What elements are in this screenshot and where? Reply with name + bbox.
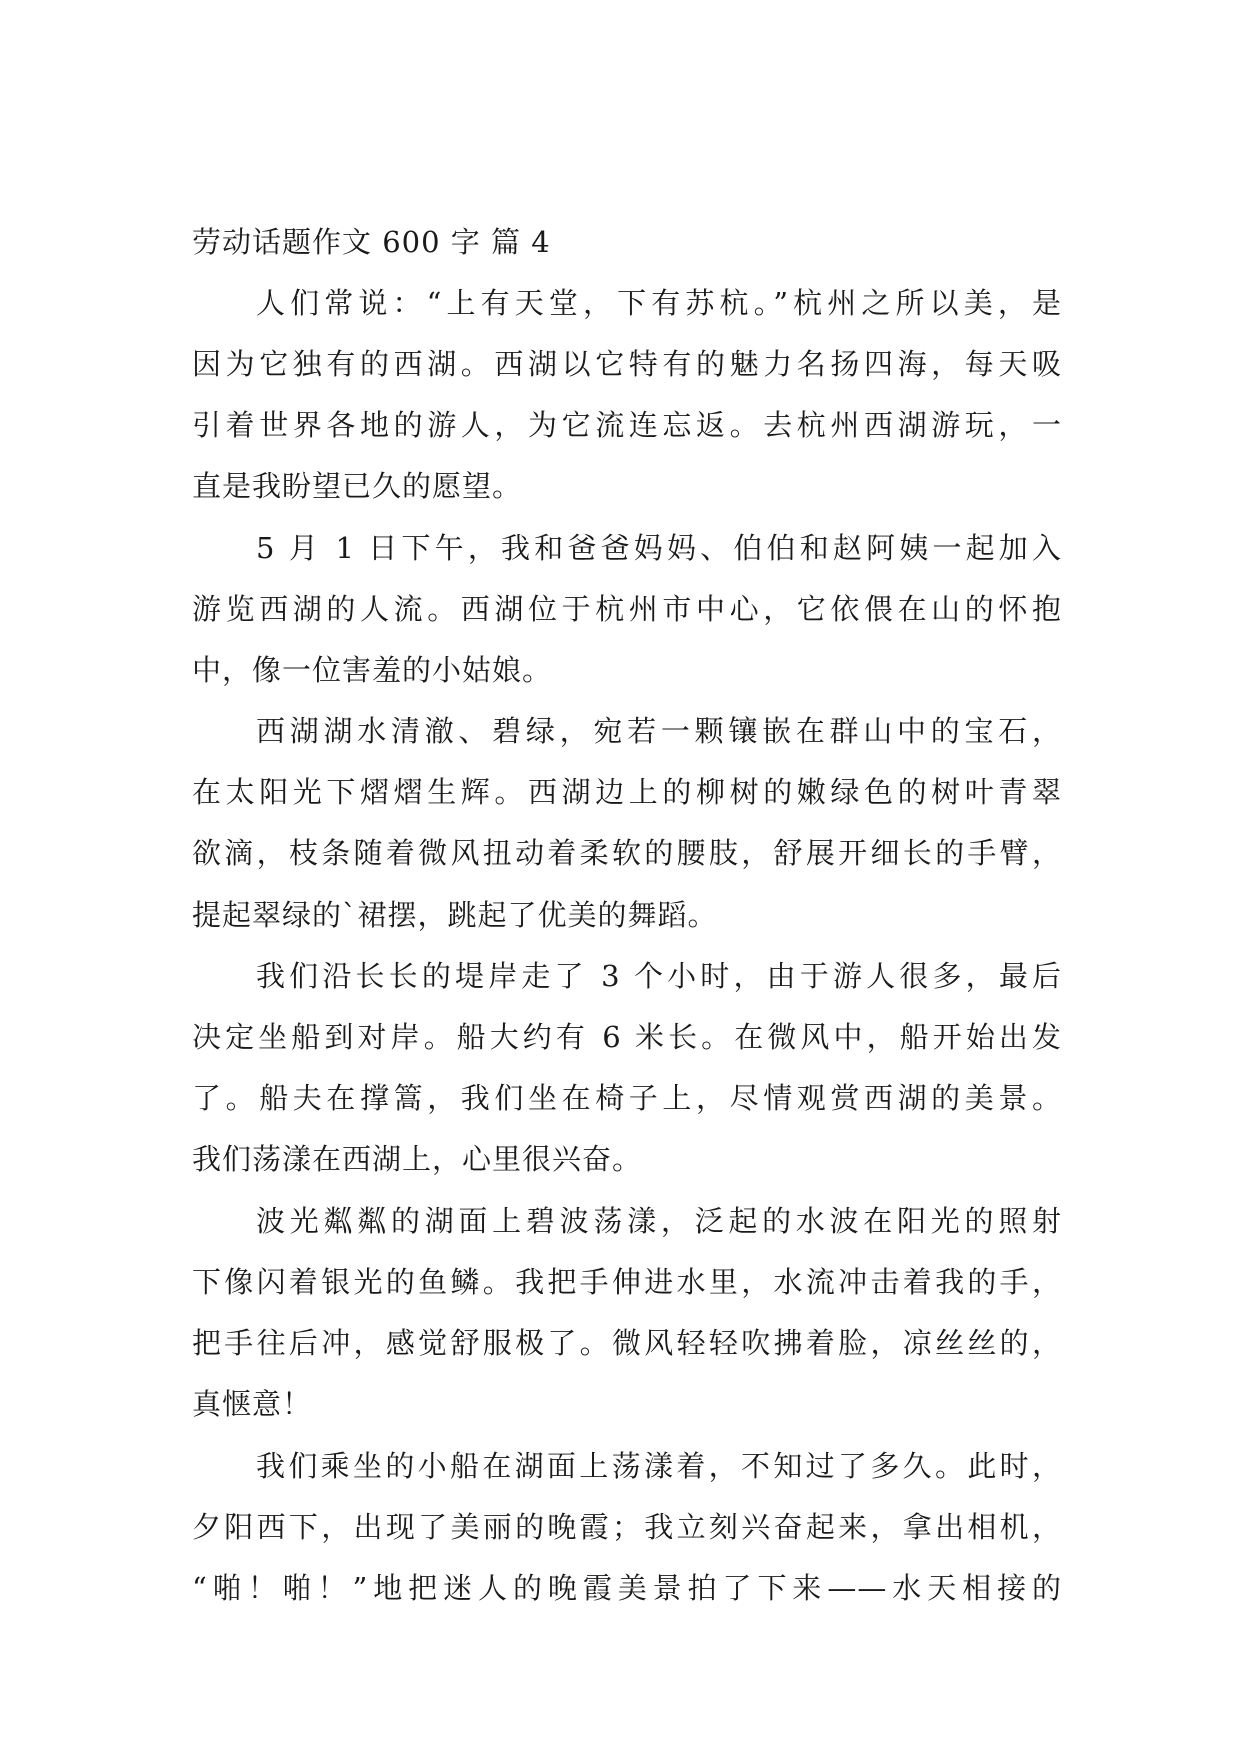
paragraph-5-line-2: 下像闪着银光的鱼鳞。我把手伸进水里，水流冲击着我的手，	[192, 1265, 1062, 1299]
paragraph-2-line-1: 5 月 1 日下午，我和爸爸妈妈、伯伯和赵阿姨一起加入	[256, 531, 1062, 565]
paragraph-1-line-1: 人们常说：“上有天堂，下有苏杭。”杭州之所以美，是	[256, 286, 1062, 320]
paragraph-5-line-4: 真惬意！	[192, 1387, 313, 1421]
document-title: 劳动话题作文 600 字 篇 4	[192, 225, 551, 259]
paragraph-2-line-2: 游览西湖的人流。西湖位于杭州市中心，它依偎在山的怀抱	[192, 592, 1062, 626]
paragraph-1-line-3: 引着世界各地的游人，为它流连忘返。去杭州西湖游玩，一	[192, 408, 1062, 442]
paragraph-6-line-1: 我们乘坐的小船在湖面上荡漾着，不知过了多久。此时，	[256, 1449, 1062, 1483]
paragraph-1-line-2: 因为它独有的西湖。西湖以它特有的魅力名扬四海，每天吸	[192, 347, 1062, 381]
paragraph-4-line-4: 我们荡漾在西湖上，心里很兴奋。	[192, 1142, 643, 1176]
paragraph-5-line-3: 把手往后冲，感觉舒服极了。微风轻轻吹拂着脸，凉丝丝的，	[192, 1326, 1062, 1360]
paragraph-6-line-2: 夕阳西下，出现了美丽的晚霞；我立刻兴奋起来，拿出相机，	[192, 1510, 1062, 1544]
paragraph-5-line-1: 波光粼粼的湖面上碧波荡漾，泛起的水波在阳光的照射	[256, 1204, 1062, 1238]
paragraph-1-line-4: 直是我盼望已久的愿望。	[192, 469, 523, 503]
paragraph-6-line-3: “啪！啪！”地把迷人的晚霞美景拍了下来——水天相接的	[192, 1571, 1062, 1605]
paragraph-3-line-4: 提起翠绿的`裙摆，跳起了优美的舞蹈。	[192, 898, 718, 932]
paragraph-3-line-1: 西湖湖水清澈、碧绿，宛若一颗镶嵌在群山中的宝石，	[256, 714, 1062, 748]
paragraph-4-line-1: 我们沿长长的堤岸走了 3 个小时，由于游人很多，最后	[256, 959, 1062, 993]
paragraph-2-line-3: 中，像一位害羞的小姑娘。	[192, 653, 553, 687]
paragraph-3-line-2: 在太阳光下熠熠生辉。西湖边上的柳树的嫩绿色的树叶青翠	[192, 775, 1062, 809]
paragraph-3-line-3: 欲滴，枝条随着微风扭动着柔软的腰肢，舒展开细长的手臂，	[192, 836, 1062, 870]
paragraph-4-line-3: 了。船夫在撑篙，我们坐在椅子上，尽情观赏西湖的美景。	[192, 1081, 1062, 1115]
paragraph-4-line-2: 决定坐船到对岸。船大约有 6 米长。在微风中，船开始出发	[192, 1020, 1062, 1054]
